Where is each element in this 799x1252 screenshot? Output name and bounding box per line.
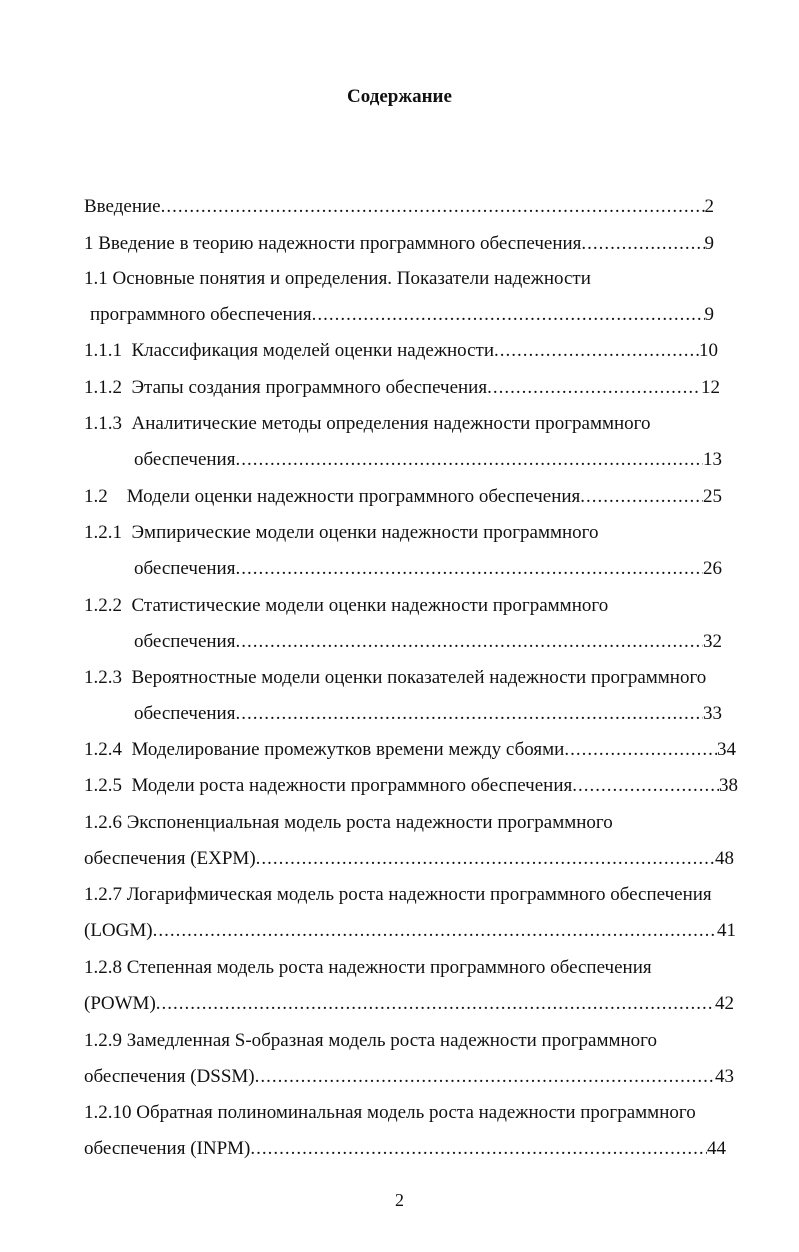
toc-line: [84, 485, 722, 509]
dot-leader: [156, 992, 715, 1016]
toc-line: [134, 557, 722, 581]
toc-entry-label: обеспечения (EXPM): [84, 848, 256, 869]
page-title: Содержание: [347, 86, 452, 107]
toc-line: [84, 1137, 726, 1161]
toc-line: [84, 412, 650, 436]
toc-line: [84, 883, 712, 907]
toc-line: [84, 811, 613, 835]
dot-leader: [255, 1065, 715, 1089]
toc-entry-page: 13: [703, 449, 722, 470]
dot-leader: [235, 448, 703, 472]
toc-entry-label: 1.2.9 Замедленная S-образная модель роста надежности программного: [84, 1030, 657, 1051]
toc-line: [84, 847, 734, 871]
toc-entry-label: обеспечения: [134, 449, 236, 470]
toc-line: [84, 992, 734, 1016]
toc-entry-label: 1.2 Модели оценки надежности программного обеспечения: [84, 486, 581, 507]
toc-entry-page: 12: [701, 377, 720, 398]
toc-entry-label: обеспечения: [134, 558, 236, 579]
toc-line: [84, 774, 738, 798]
dot-leader: [494, 339, 699, 363]
toc-entry-page: 41: [717, 920, 736, 941]
toc-entry-label: 1 Введение в теорию надежности программного обеспечения: [84, 233, 582, 254]
dot-leader: [581, 232, 704, 256]
toc-entry-page: 42: [715, 993, 734, 1014]
toc-line: [84, 956, 652, 980]
dot-leader: [235, 702, 703, 726]
toc-entry-page: 43: [715, 1066, 734, 1087]
toc-entry-label: 1.2.6 Экспоненциальная модель роста надежности программного: [84, 812, 613, 833]
toc-entry-page: 33: [703, 703, 722, 724]
toc-entry-page: 9: [704, 304, 714, 325]
toc-entry-page: 10: [699, 340, 718, 361]
toc-entry-label: 1.1 Основные понятия и определения. Показатели надежности: [84, 268, 591, 289]
toc-entry-page: 38: [719, 775, 738, 796]
toc-entry-label: обеспечения (INPM): [84, 1138, 251, 1159]
toc-entry-label: обеспечения (DSSM): [84, 1066, 255, 1087]
toc-entry-page: 25: [703, 486, 722, 507]
dot-leader: [153, 919, 717, 943]
toc-entry-page: 48: [715, 848, 734, 869]
toc-line: [84, 1029, 657, 1053]
toc-line: [134, 702, 722, 726]
toc-entry-label: программного обеспечения: [90, 304, 312, 325]
toc-line: [84, 1065, 734, 1089]
toc-entry-label: 1.2.7 Логарифмическая модель роста надежности программного обеспечения: [84, 884, 712, 905]
toc-line: [84, 376, 720, 400]
toc-entry-page: 44: [707, 1138, 726, 1159]
toc-entry-label: обеспечения: [134, 631, 236, 652]
toc-entry-label: 1.2.2 Статистические модели оценки надежности программного: [84, 595, 609, 616]
toc-entry-label: 1.2.8 Степенная модель роста надежности программного обеспечения: [84, 957, 652, 978]
toc-entry-label: 1.1.3 Аналитические методы определения надежности программного: [84, 413, 651, 434]
toc-entry-page: 2: [704, 196, 714, 217]
toc-entry-label: (POWM): [84, 993, 156, 1014]
dot-leader: [564, 738, 717, 762]
page-number: 2: [395, 1190, 404, 1210]
toc-line: [84, 521, 599, 545]
dot-leader: [487, 376, 701, 400]
toc-entry-label: 1.1.1 Классификация моделей оценки надежности: [84, 340, 495, 361]
toc-entry-label: 1.2.4 Моделирование промежутков времени между сбоями: [84, 739, 565, 760]
toc-entry-label: 1.2.3 Вероятностные модели оценки показателей надежности программного: [84, 667, 707, 688]
dot-leader: [572, 774, 719, 798]
toc-entry-label: 1.2.5 Модели роста надежности программного обеспечения: [84, 775, 573, 796]
toc-entry-label: 1.1.2 Этапы создания программного обеспечения: [84, 377, 488, 398]
toc-line: [84, 232, 714, 256]
dot-leader: [256, 847, 715, 871]
toc-entry-page: 9: [704, 233, 714, 254]
toc-line: [84, 339, 718, 363]
dot-leader: [580, 485, 703, 509]
dot-leader: [235, 557, 703, 581]
toc-entry-label: Введение: [84, 196, 161, 217]
toc-line: [84, 666, 706, 690]
toc-line: [84, 195, 714, 219]
dot-leader: [235, 630, 703, 654]
toc-line: [90, 303, 714, 327]
dot-leader: [161, 195, 705, 219]
toc-entry-label: (LOGM): [84, 920, 153, 941]
toc-entry-page: 26: [703, 558, 722, 579]
toc-entry-label: 1.2.1 Эмпирические модели оценки надежности программного: [84, 522, 599, 543]
toc-entry-label: 1.2.10 Обратная полиноминальная модель роста надежности программного: [84, 1102, 696, 1123]
toc-entry-label: обеспечения: [134, 703, 236, 724]
toc-line: [84, 594, 608, 618]
toc-line: [84, 919, 736, 943]
toc-line: [134, 630, 722, 654]
toc-entry-page: 34: [717, 739, 736, 760]
toc-entry-page: 32: [703, 631, 722, 652]
dot-leader: [250, 1137, 707, 1161]
toc-line: [134, 448, 722, 472]
toc-line: [84, 738, 736, 762]
dot-leader: [312, 303, 705, 327]
toc-line: [84, 267, 591, 291]
toc-line: [84, 1101, 696, 1125]
